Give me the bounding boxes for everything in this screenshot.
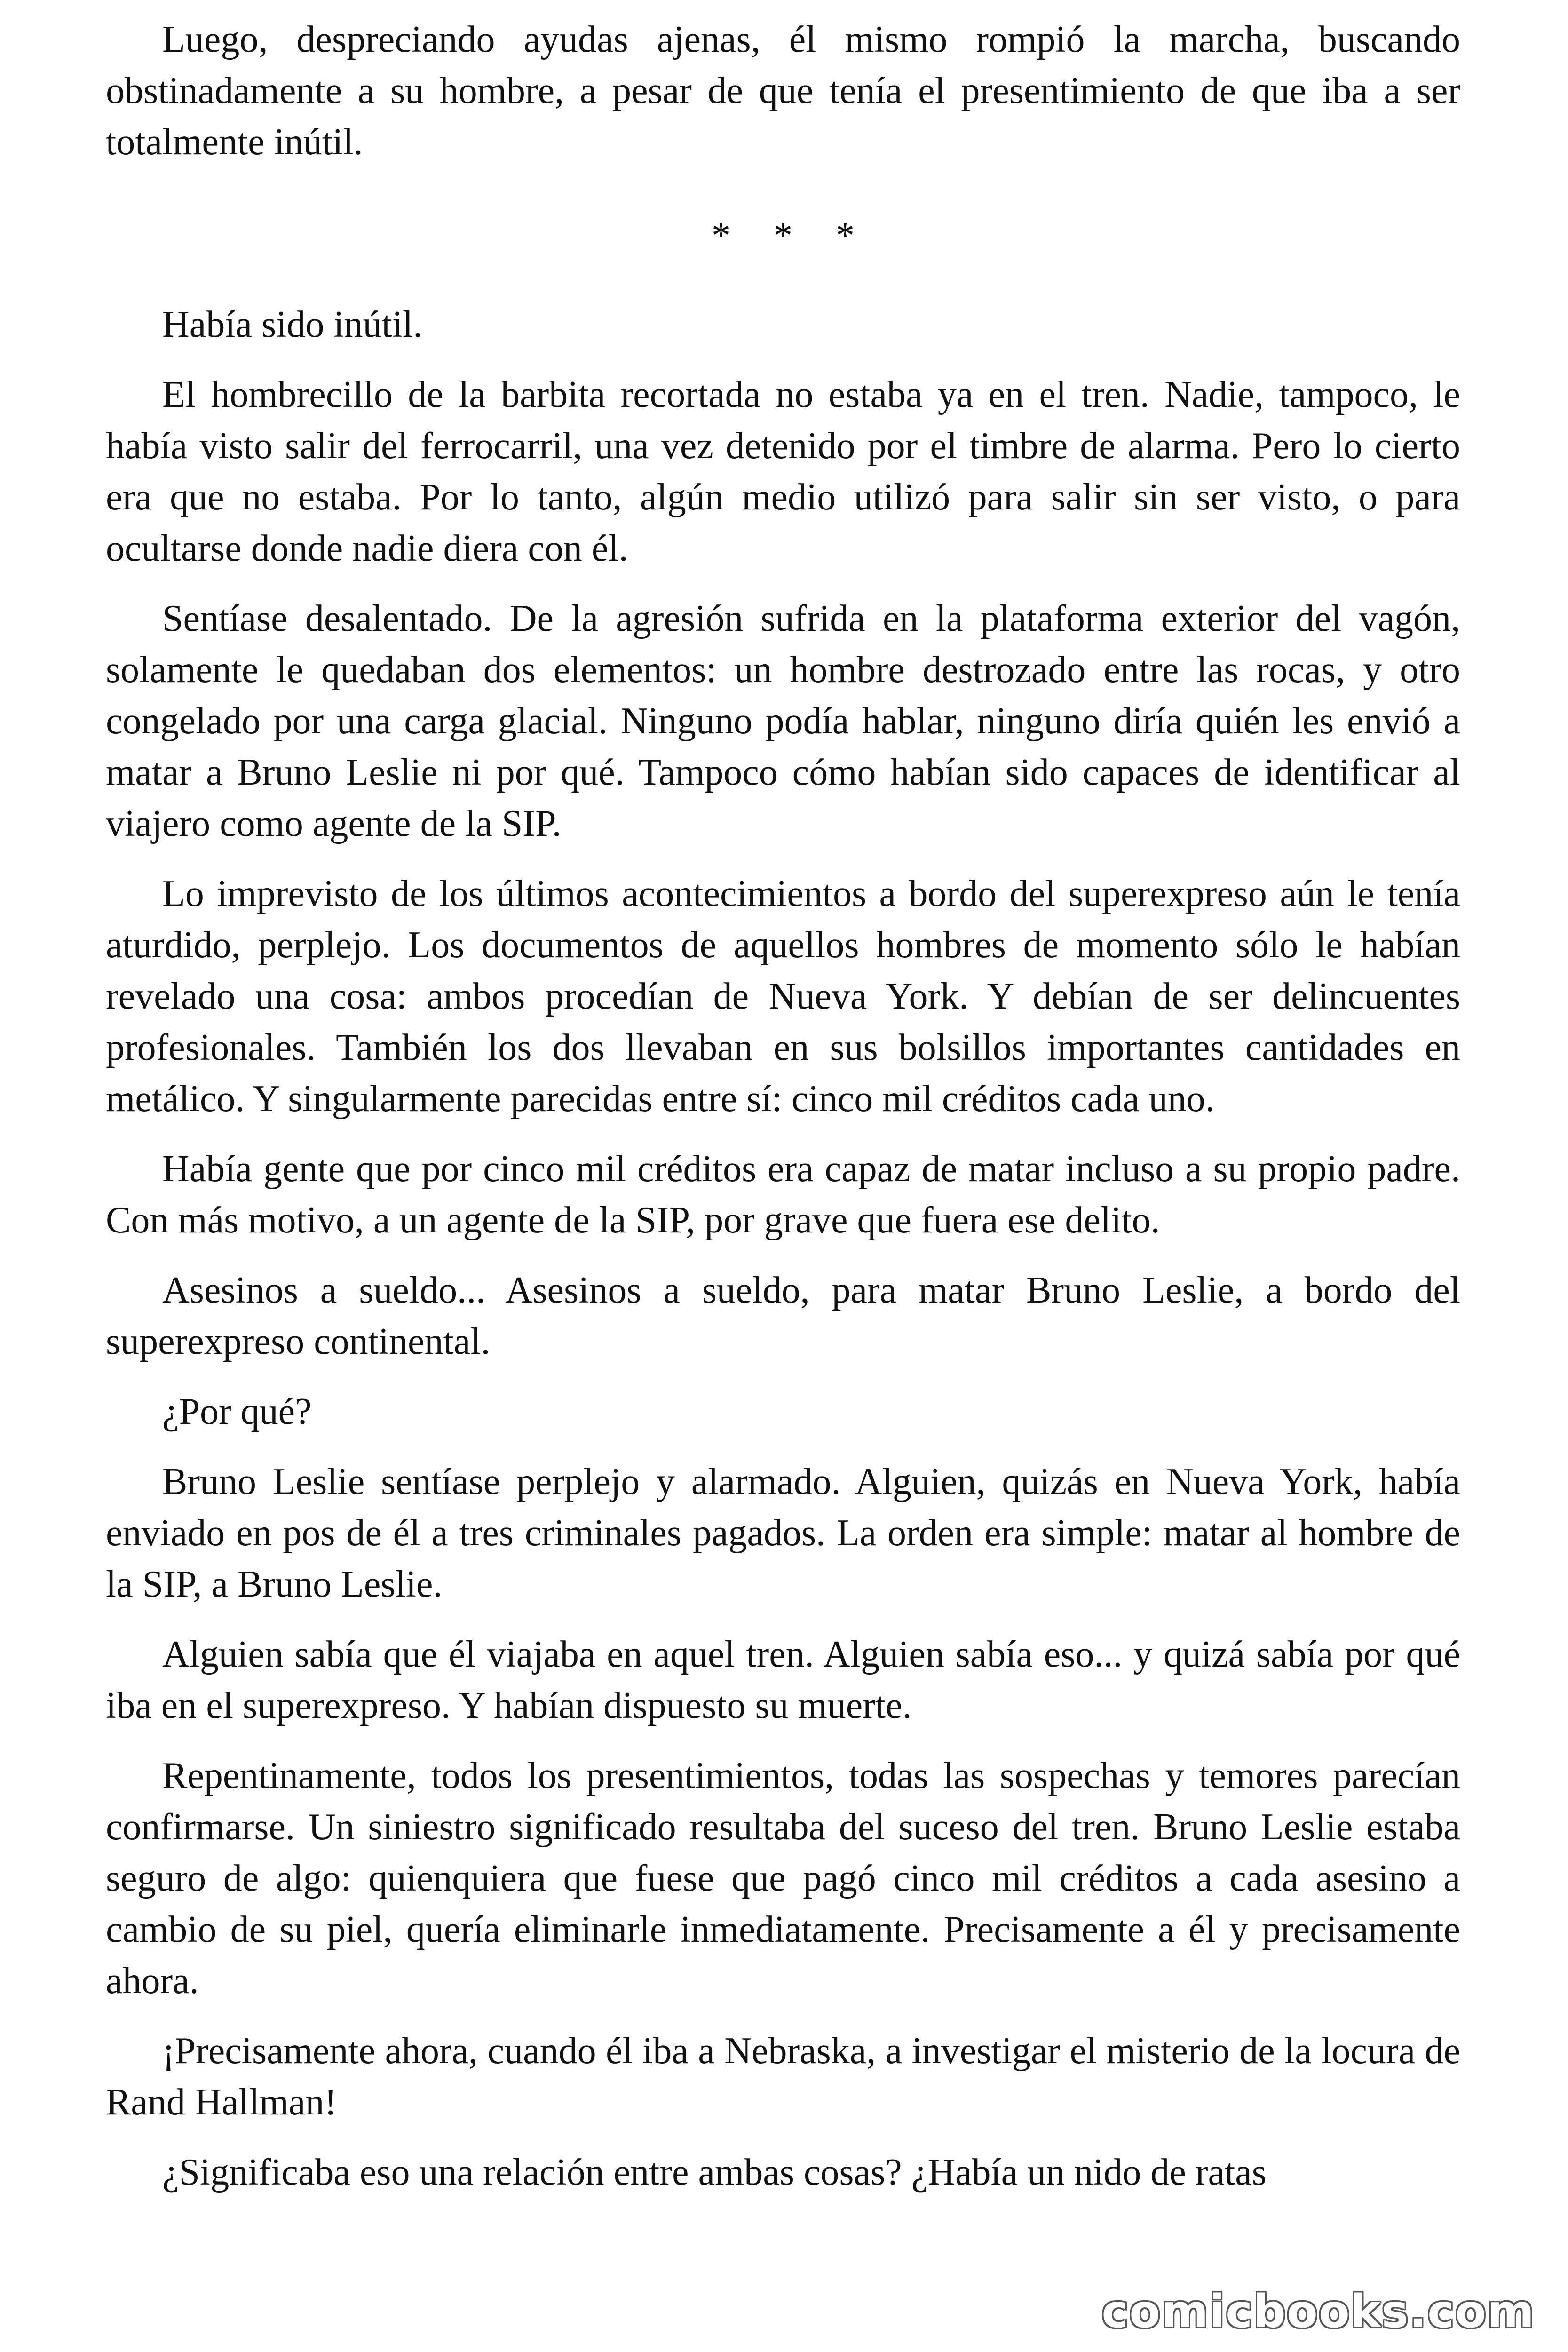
paragraph: Había sido inútil. [162,304,423,345]
asterisk: * [774,215,792,256]
paragraph: Asesinos a sueldo... Asesinos a sueldo, para matar Bruno Leslie, a bordo del superexpreso continental. [106,1270,1460,1362]
paragraph: ¿Significaba eso una relación entre ambas cosas? ¿Había un nido de ratas [162,2152,1267,2193]
document-page [106,14,1460,2198]
paragraph: Bruno Leslie sentíase perplejo y alarmado. Alguien, quizás en Nueva York, había enviado en pos de él a tres criminales pagados. La orden era simple: matar al hombre de la SIP, a Bruno Leslie. [106,1461,1460,1605]
scene-break [106,210,1460,262]
paragraph: Había gente que por cinco mil créditos era capaz de matar incluso a su propio padre. Con más motivo, a un agente de la SIP, por grave que fuera ese delito. [106,1148,1460,1241]
paragraph: Alguien sabía que él viajaba en aquel tren. Alguien sabía eso... y quizá sabía por qué iba en el superexpreso. Y habían dispuesto su muerte. [106,1634,1460,1726]
watermark-logo: comicbooks.com [1101,2285,1535,2338]
asterisk: * [712,215,730,256]
paragraph: Repentinamente, todos los presentimientos, todas las sospechas y temores parecían confirmarse. Un siniestro significado resultaba del suceso del tren. Bruno Leslie estaba seguro de algo: quienquiera que fuese que pagó cinco mil créditos a cada asesino a cambio de su piel, quería eliminarle inmediatamente. Precisamente a él y precisamente ahora. [106,1755,1460,2002]
asterisk: * [836,215,855,256]
paragraph: Sentíase desalentado. De la agresión sufrida en la plataforma exterior del vagón, solamente le quedaban dos elementos: un hombre destrozado entre las rocas, y otro congelado por una carga glacial. Ninguno podía hablar, ninguno diría quién les envió a matar a Bruno Leslie ni por qué. Tampoco cómo habían sido capaces de identificar al viajero como agente de la SIP. [106,598,1460,844]
paragraph: Luego, despreciando ayudas ajenas, él mismo rompió la marcha, buscando obstinadamente a su hombre, a pesar de que tenía el presentimiento de que iba a ser totalmente inútil. [106,19,1460,163]
paragraph: El hombrecillo de la barbita recortada no estaba ya en el tren. Nadie, tampoco, le había visto salir del ferrocarril, una vez detenido por el timbre de alarma. Pero lo cierto era que no estaba. Por lo tanto, algún medio utilizó para salir sin ser visto, o para ocultarse donde nadie diera con él. [106,374,1460,569]
paragraph: ¿Por qué? [162,1391,312,1432]
paragraph: ¡Precisamente ahora, cuando él iba a Nebraska, a investigar el misterio de la locura de Rand Hallman! [106,2030,1460,2123]
paragraph: Lo imprevisto de los últimos acontecimientos a bordo del superexpreso aún le tenía aturdido, perplejo. Los documentos de aquellos hombres de momento sólo le habían revelado una cosa: ambos procedían de Nueva York. Y debían de ser delincuentes profesionales. También los dos llevaban en sus bolsillos importantes cantidades en metálico. Y singularmente parecidas entre sí: cinco mil créditos cada uno. [106,873,1460,1120]
